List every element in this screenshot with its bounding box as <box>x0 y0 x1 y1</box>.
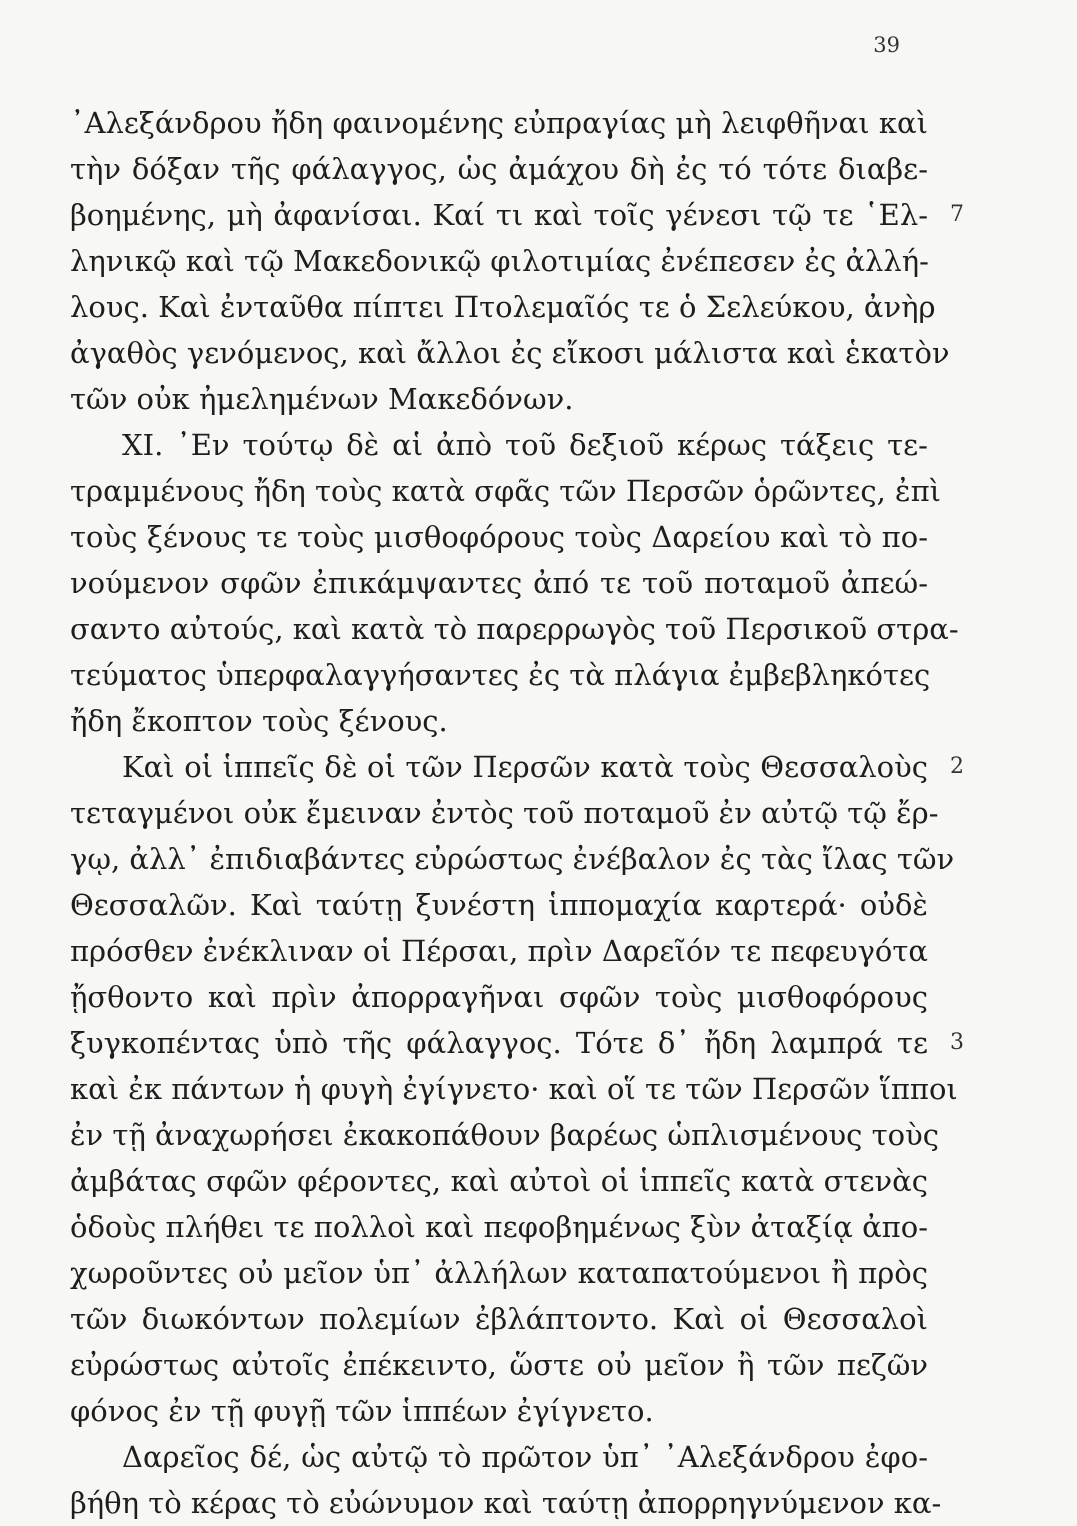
text-line: τεύματος ὑπερφαλαγγήσαντες ἐς τὰ πλάγια ἐμβεβληκότες <box>70 658 931 692</box>
text-line: γῳ, ἀλλ᾿ ἐπιδιαβάντες εὐρώστως ἐνέβαλον ἐς τὰς ἴλας τῶν <box>70 842 955 876</box>
text-line: τῶν οὐκ ἠμελημένων Μακεδόνων. <box>70 382 574 416</box>
text-line: τὴν δόξαν τῆς φάλαγγος, ὡς ἀμάχου δὴ ἐς τό τότε διαβε- <box>70 152 928 186</box>
text-line: ἤδη ἔκοπτον τοὺς ξένους. <box>70 704 448 738</box>
paragraph-start-line: Δαρεῖος δέ, ὡς αὐτῷ τὸ πρῶτον ὑπ᾿ ᾿Αλεξάνδρου ἐφο- <box>122 1440 928 1474</box>
main-text <box>70 100 964 1526</box>
text-line: λους. Καὶ ἐνταῦθα πίπτει Πτολεμαῖός τε ὁ Σελεύκου, ἀνὴρ <box>70 290 936 324</box>
paragraph-start-line: Καὶ οἱ ἱππεῖς δὲ οἱ τῶν Περσῶν κατὰ τοὺς Θεσσαλοὺς <box>122 750 928 784</box>
text-line: ᾿Αλεξάνδρου ἤδη φαινομένης εὐπραγίας μὴ λειφθῆναι καὶ <box>70 106 928 140</box>
text-line: βοημένης, μὴ ἀφανίσαι. Καί τι καὶ τοῖς γένεσι τῷ τε ῾Ελ- <box>70 198 928 232</box>
text-line: πρόσθεν ἐνέκλιναν οἱ Πέρσαι, πρὶν Δαρεῖόν τε πεφευγότα <box>70 934 928 968</box>
page-number: 39 <box>873 33 900 57</box>
text-line: τεταγμένοι οὐκ ἔμειναν ἐντὸς τοῦ ποταμοῦ ἐν αὐτῷ τῷ ἔρ- <box>70 796 939 830</box>
text-line: νούμενον σφῶν ἐπικάμψαντες ἀπό τε τοῦ ποταμοῦ ἀπεώ- <box>70 566 928 600</box>
text-line: ξυγκοπέντας ὑπὸ τῆς φάλαγγος. Τότε δ᾿ ἤδη λαμπρά τε <box>70 1026 928 1060</box>
section-number-3: 3 <box>950 1030 964 1055</box>
text-line: τῶν διωκόντων πολεμίων ἐβλάπτοντο. Καὶ οἱ Θεσσαλοὶ <box>70 1302 928 1336</box>
text-line: ὁδοὺς πλήθει τε πολλοὶ καὶ πεφοβημένως ξὺν ἀταξίᾳ ἀπο- <box>70 1210 928 1244</box>
text-line: τοὺς ξένους τε τοὺς μισθοφόρους τοὺς Δαρείου καὶ τὸ πο- <box>70 520 928 554</box>
text-line: καὶ ἐκ πάντων ἡ φυγὴ ἐγίγνετο· καὶ οἵ τε τῶν Περσῶν ἵπποι <box>70 1072 958 1106</box>
text-line: βήθη τὸ κέρας τὸ εὐώνυμον καὶ ταύτῃ ἀπορρηγνύμενον κα- <box>70 1486 942 1520</box>
text-line: ἐν τῇ ἀναχωρήσει ἐκακοπάθουν βαρέως ὡπλισμένους τοὺς <box>70 1118 939 1152</box>
text-line: ἀγαθὸς γενόμενος, καὶ ἄλλοι ἐς εἴκοσι μάλιστα καὶ ἑκατὸν <box>70 336 950 370</box>
text-line: ἀμβάτας σφῶν φέροντες, καὶ αὐτοὶ οἱ ἱππεῖς κατὰ στενὰς <box>70 1164 928 1198</box>
text-line: σαντο αὐτούς, καὶ κατὰ τὸ παρερρωγὸς τοῦ Περσικοῦ στρα- <box>70 612 959 646</box>
text-line: ᾔσθοντο καὶ πρὶν ἀπορραγῆναι σφῶν τοὺς μισθοφόρους <box>70 980 928 1014</box>
text-line: Θεσσαλῶν. Καὶ ταύτῃ ξυνέστη ἱππομαχία καρτερά· οὐδὲ <box>70 888 928 922</box>
text-line: χωροῦντες οὐ μεῖον ὑπ᾿ ἀλλήλων καταπατούμενοι ἢ πρὸς <box>70 1256 928 1290</box>
section-number-7: 7 <box>950 202 964 227</box>
chapter-start-line: XI. ᾿Εν τούτῳ δὲ αἱ ἀπὸ τοῦ δεξιοῦ κέρως τάξεις τε- <box>122 428 928 462</box>
text-line: τραμμένους ἤδη τοὺς κατὰ σφᾶς τῶν Περσῶν ὁρῶντες, ἐπὶ <box>70 474 942 508</box>
text-line: ληνικῷ καὶ τῷ Μακεδονικῷ φιλοτιμίας ἐνέπεσεν ἐς ἀλλή- <box>70 244 929 278</box>
section-number-2: 2 <box>950 754 964 779</box>
text-line: φόνος ἐν τῇ φυγῇ τῶν ἱππέων ἐγίγνετο. <box>70 1394 654 1428</box>
text-line: εὐρώστως αὐτοῖς ἐπέκειντο, ὥστε οὐ μεῖον ἢ τῶν πεζῶν <box>70 1348 928 1382</box>
